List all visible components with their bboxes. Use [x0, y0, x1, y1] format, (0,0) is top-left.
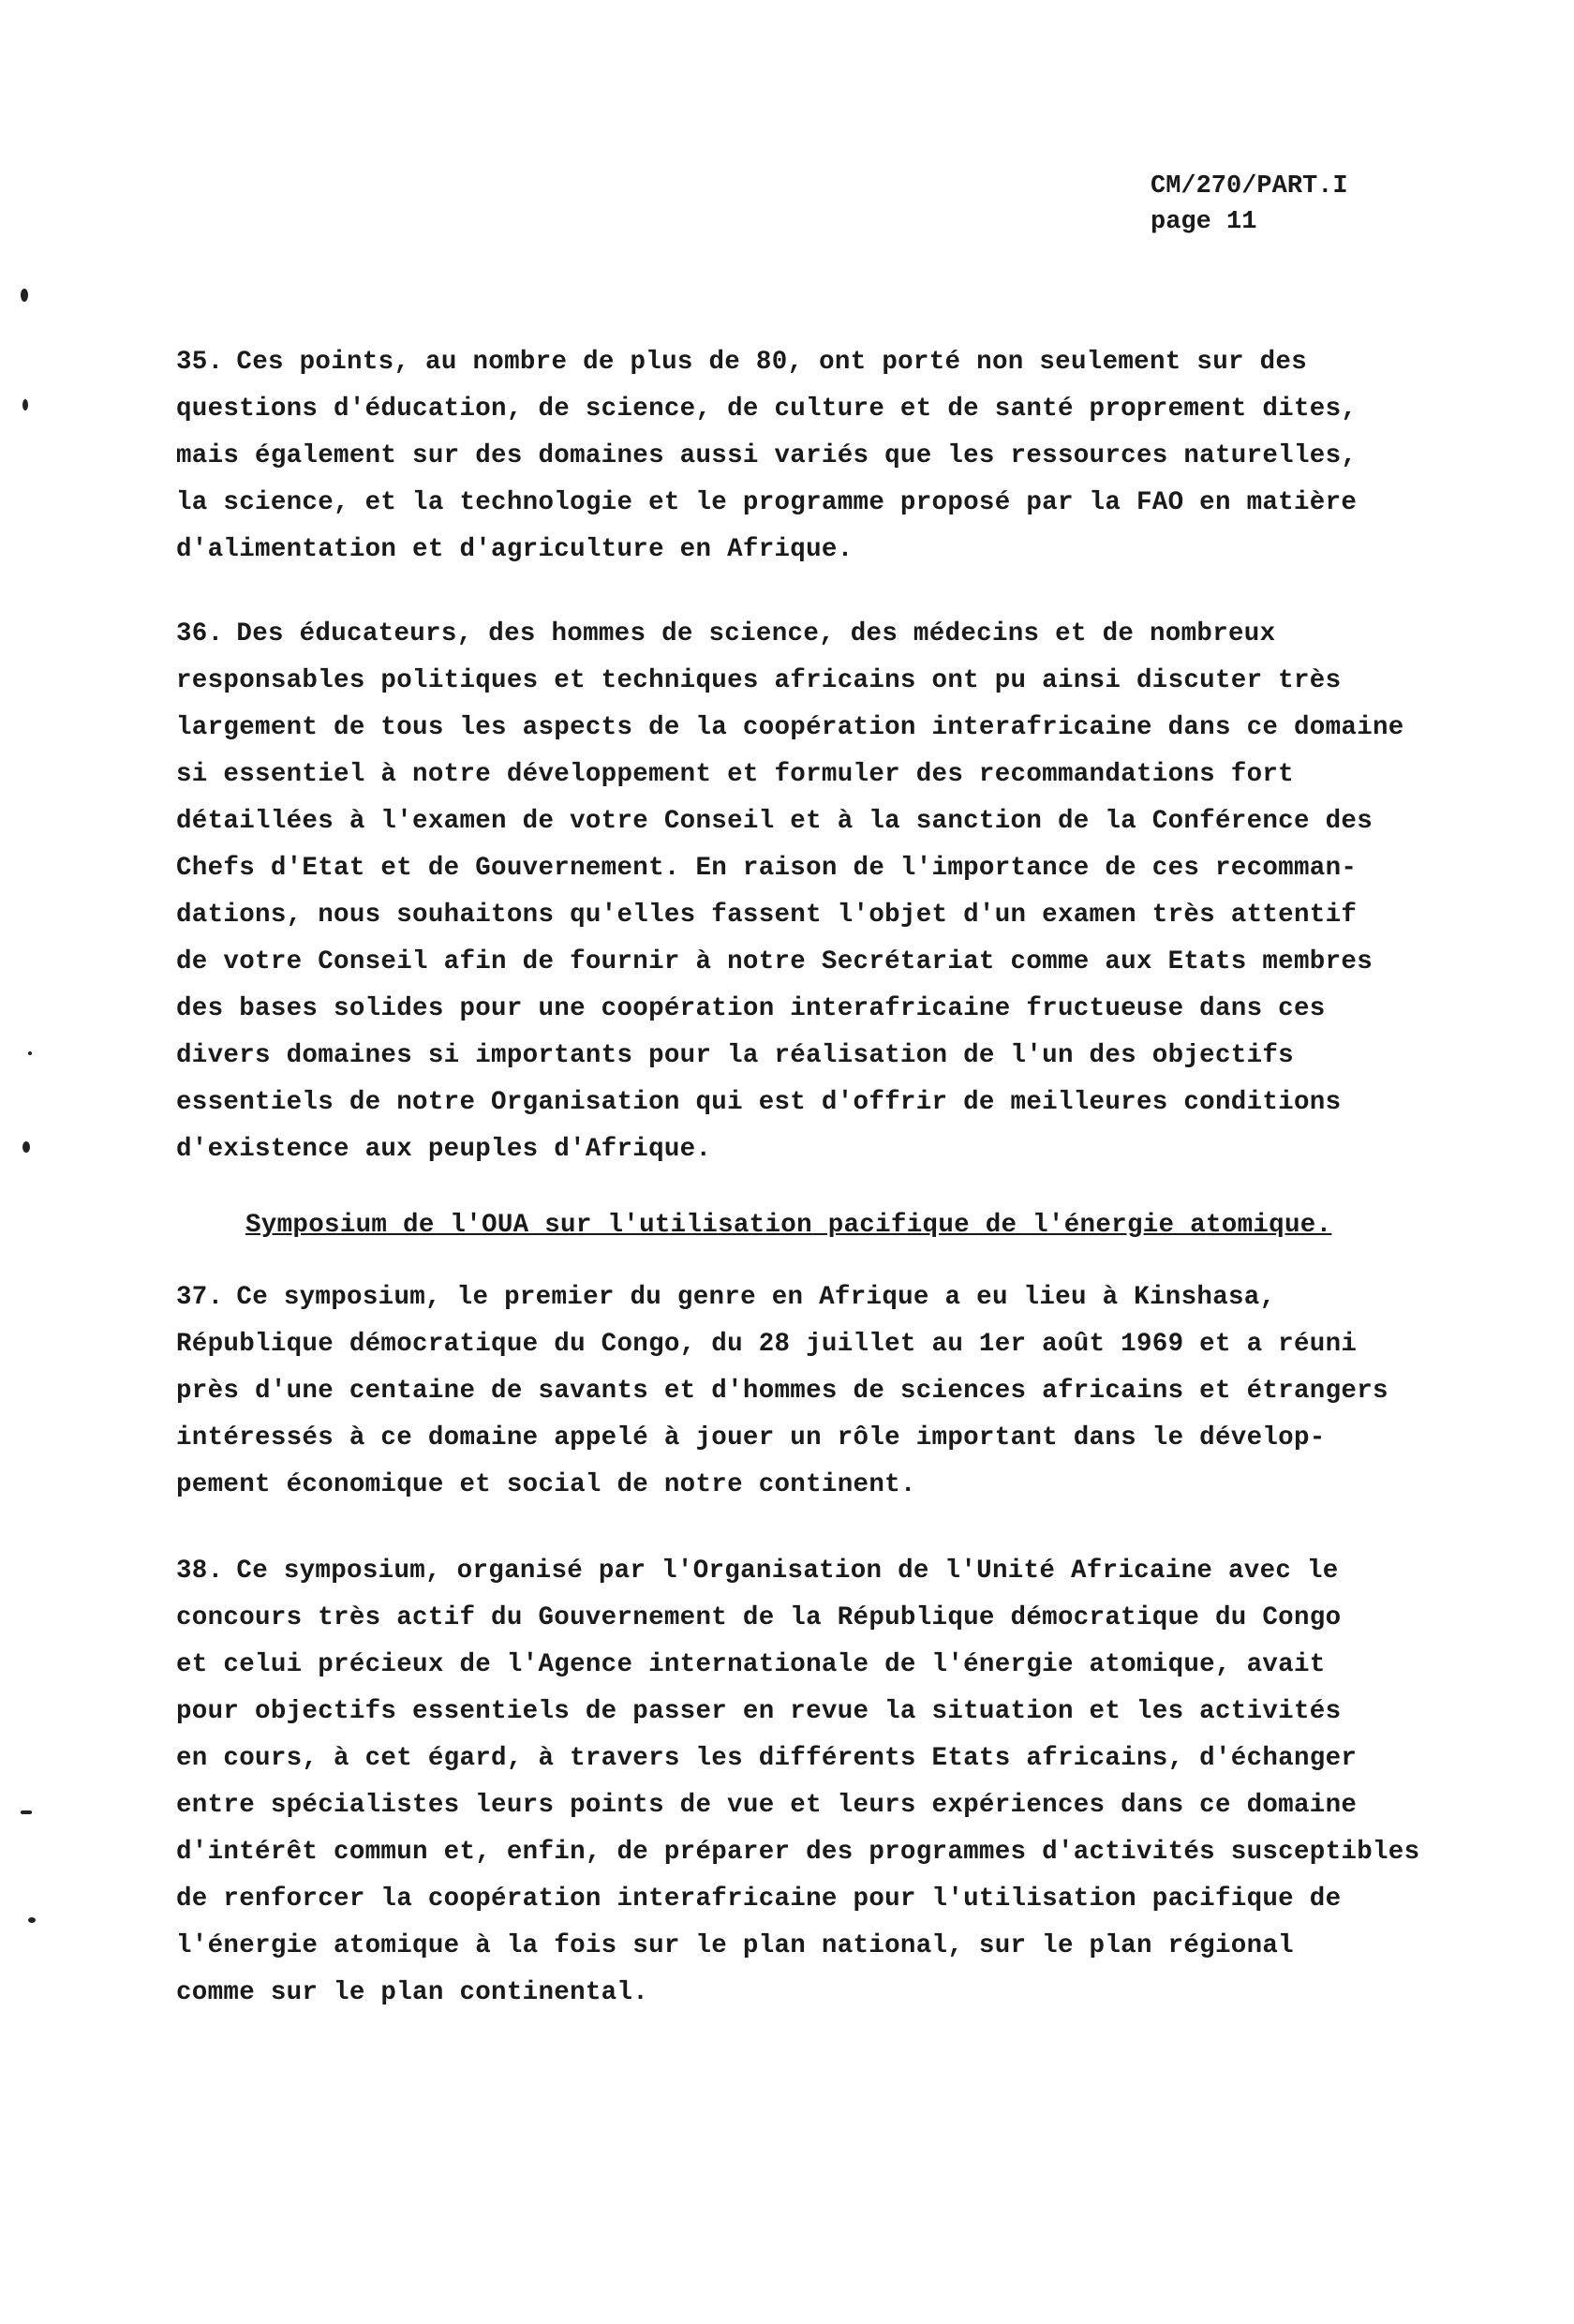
paragraph-text: concours très actif du Gouvernement de la République démocratique du Congo	[176, 1603, 1342, 1632]
paragraph-text: intéressés à ce domaine appelé à jouer un rôle important dans le dévelop-	[176, 1423, 1326, 1452]
paragraph-line	[176, 986, 1478, 1033]
paragraph-text: entre spécialistes leurs points de vue et leurs expériences dans ce domaine	[176, 1791, 1358, 1820]
paragraph-35	[176, 339, 1478, 574]
document-reference: CM/270/PART.I	[1151, 172, 1348, 201]
paragraph-line	[176, 527, 1478, 574]
paragraph-text: d'alimentation et d'agriculture en Afrique.	[176, 535, 854, 564]
paragraph-text: responsables politiques et techniques africains ont pu ainsi discuter très	[176, 666, 1342, 695]
paragraph-line	[176, 1970, 1478, 2017]
page-number: page 11	[1151, 208, 1257, 236]
paragraph-38	[176, 1548, 1478, 2017]
paragraph-number: 37.	[176, 1283, 224, 1312]
paragraph-line	[176, 611, 1478, 658]
paragraph-text: l'énergie atomique à la fois sur le plan national, sur le plan régional	[176, 1931, 1294, 1960]
paragraph-line	[176, 339, 1478, 386]
paragraph-text: près d'une centaine de savants et d'hommes de sciences africains et étrangers	[176, 1377, 1388, 1406]
paragraph-text: en cours, à cet égard, à travers les différents Etats africains, d'échanger	[176, 1744, 1358, 1773]
paragraph-text: Ce symposium, le premier du genre en Afrique a eu lieu à Kinshasa,	[236, 1283, 1276, 1312]
paragraph-text: comme sur le plan continental.	[176, 1978, 649, 2007]
paragraph-line	[176, 892, 1478, 939]
paragraph-line	[176, 752, 1478, 798]
paragraph-line	[176, 1080, 1478, 1126]
paragraph-line	[176, 939, 1478, 986]
paragraph-line	[176, 1642, 1478, 1689]
paragraph-line	[176, 798, 1478, 845]
scan-mark	[21, 1810, 32, 1814]
paragraph-text: Chefs d'Etat et de Gouvernement. En raison de l'importance de ces recomman-	[176, 854, 1358, 883]
paragraph-line	[176, 705, 1478, 752]
paragraph-text: dations, nous souhaitons qu'elles fassent l'objet d'un examen très attentif	[176, 901, 1358, 930]
paragraph-text: et celui précieux de l'Agence internationale de l'énergie atomique, avait	[176, 1650, 1326, 1679]
paragraph-line	[176, 1876, 1478, 1923]
paragraph-line	[176, 845, 1478, 892]
paragraph-text: la science, et la technologie et le programme proposé par la FAO en matière	[176, 488, 1358, 517]
paragraph-text: de renforcer la coopération interafricaine pour l'utilisation pacifique de	[176, 1885, 1342, 1914]
paragraph-line	[176, 1415, 1478, 1462]
paragraph-line	[176, 1689, 1478, 1736]
scan-mark	[28, 1051, 32, 1055]
paragraph-36	[176, 611, 1478, 1173]
paragraph-line	[176, 386, 1478, 433]
paragraph-line	[176, 1829, 1478, 1876]
paragraph-line	[176, 1782, 1478, 1829]
paragraph-text: des bases solides pour une coopération interafricaine fructueuse dans ces	[176, 994, 1326, 1023]
paragraph-text: Des éducateurs, des hommes de science, des médecins et de nombreux	[236, 619, 1276, 648]
paragraph-line	[176, 1736, 1478, 1782]
scan-mark	[22, 399, 28, 410]
scan-mark	[28, 1917, 36, 1923]
paragraph-number: 35.	[176, 348, 224, 377]
paragraph-line	[176, 1033, 1478, 1080]
paragraph-text: Ces points, au nombre de plus de 80, ont porté non seulement sur des	[236, 348, 1308, 377]
paragraph-line	[176, 433, 1478, 480]
paragraph-line	[176, 658, 1478, 705]
paragraph-line	[176, 1274, 1478, 1321]
scan-mark	[21, 289, 28, 302]
paragraph-number: 38.	[176, 1557, 224, 1586]
paragraph-text: si essentiel à notre développement et formuler des recommandations fort	[176, 760, 1294, 789]
paragraph-text: mais également sur des domaines aussi variés que les ressources naturelles,	[176, 441, 1358, 470]
paragraph-line	[176, 1595, 1478, 1642]
paragraph-text: largement de tous les aspects de la coopération interafricaine dans ce domaine	[176, 713, 1404, 742]
section-heading: Symposium de l'OUA sur l'utilisation pacifique de l'énergie atomique.	[245, 1211, 1332, 1240]
scan-mark	[22, 1141, 30, 1153]
paragraph-text: questions d'éducation, de science, de culture et de santé proprement dites,	[176, 395, 1358, 424]
paragraph-text: pour objectifs essentiels de passer en revue la situation et les activités	[176, 1697, 1342, 1726]
paragraph-line	[176, 1923, 1478, 1970]
paragraph-text: d'intérêt commun et, enfin, de préparer des programmes d'activités susceptibles	[176, 1838, 1420, 1867]
paragraph-text: République démocratique du Congo, du 28 juillet au 1er août 1969 et a réuni	[176, 1330, 1358, 1359]
paragraph-line	[176, 1126, 1478, 1173]
paragraph-line	[176, 1368, 1478, 1415]
paragraph-line	[176, 480, 1478, 527]
document-header	[1151, 169, 1348, 240]
paragraph-number: 36.	[176, 619, 224, 648]
paragraph-text: essentiels de notre Organisation qui est d'offrir de meilleures conditions	[176, 1088, 1342, 1117]
paragraph-37	[176, 1274, 1478, 1509]
paragraph-line	[176, 1321, 1478, 1368]
paragraph-text: de votre Conseil afin de fournir à notre Secrétariat comme aux Etats membres	[176, 947, 1374, 976]
paragraph-text: d'existence aux peuples d'Afrique.	[176, 1135, 712, 1164]
paragraph-line	[176, 1462, 1478, 1509]
paragraph-text: divers domaines si importants pour la réalisation de l'un des objectifs	[176, 1041, 1294, 1070]
paragraph-text: détaillées à l'examen de votre Conseil et à la sanction de la Conférence des	[176, 807, 1374, 836]
paragraph-text: Ce symposium, organisé par l'Organisation de l'Unité Africaine avec le	[236, 1557, 1339, 1586]
paragraph-line	[176, 1548, 1478, 1595]
paragraph-text: pement économique et social de notre continent.	[176, 1470, 916, 1499]
